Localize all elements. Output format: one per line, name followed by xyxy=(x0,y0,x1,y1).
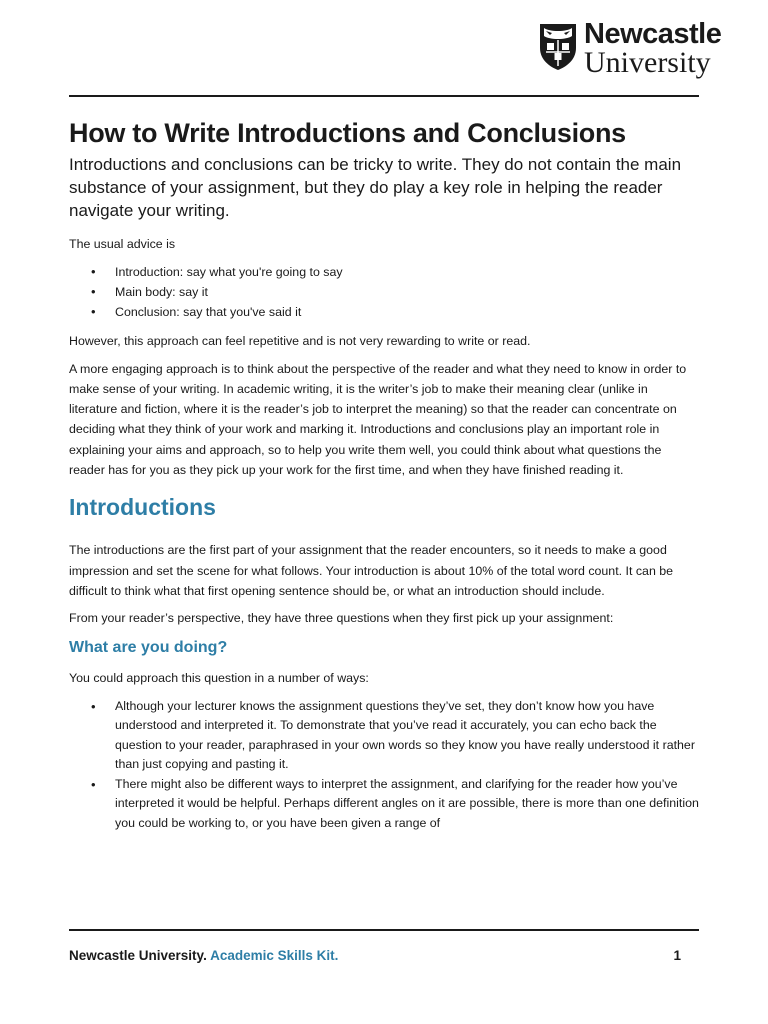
list-item: • Although your lecturer knows the assignment questions they’ve set, they don’t know how you have understood and interpreted it. To demonstrate that you’ve read it accurately, you can echo back the question to your reader, paraphrased in your own words so they know you have really understood it rather than just copying and pasting it. xyxy=(69,697,699,775)
engaging-paragraph: A more engaging approach is to think about the perspective of the reader and what they need to know in order to make sense of your writing. In academic writing, it is the writer’s job to make their meaning clear (unlike in literature and fiction, where it is the reader’s job to interpret the meaning) so that the reader can concentrate on deciding what they think of your work and marking it. Introductions and conclusions play an important role in explaining your aims and approach, so to help you write them well, you could think about what questions the reader has for you as they pick up your work for the first time, and when they have finished reading it. xyxy=(69,361,687,478)
footer-kit-dot: . xyxy=(334,948,339,963)
however-paragraph: However, this approach can feel repetitive and is not very rewarding to write or read. xyxy=(69,334,531,349)
approach-paragraph: You could approach this question in a number of ways: xyxy=(69,670,369,685)
page-number: 1 xyxy=(673,948,681,963)
list-item: • Introduction: say what you're going to say xyxy=(69,262,699,282)
document-body xyxy=(69,116,699,833)
logo-word-university: University xyxy=(584,46,711,79)
usual-advice-text: The usual advice is xyxy=(69,237,176,251)
what-are-you-doing-heading: What are you doing? xyxy=(69,638,228,656)
footer-divider xyxy=(69,929,699,931)
lead-paragraph: Introductions and conclusions can be tricky to write. They do not contain the main substance of your assignment, but they do play a key role in helping the reader navigate your writing. xyxy=(69,155,682,220)
footer-kit-link[interactable]: Academic Skills Kit xyxy=(210,948,335,963)
page-title: How to Write Introductions and Conclusions xyxy=(69,118,626,148)
list-item: • Conclusion: say that you've said it xyxy=(69,302,699,322)
footer-org: Newcastle University. xyxy=(69,948,207,963)
perspective-paragraph: From your reader’s perspective, they have three questions when they first pick up your assignment: xyxy=(69,611,614,626)
introductions-paragraph: The introductions are the first part of your assignment that the reader encounters, so it needs to make a good impression and set the scene for what follows. Your introduction is about 10% of the total word count. It can be difficult to think what that first opening sentence should be, or what an introduction should include. xyxy=(69,543,674,598)
introductions-heading: Introductions xyxy=(69,494,216,521)
approach-list xyxy=(69,697,699,834)
advice-list xyxy=(69,262,699,322)
logo-word-newcastle: Newcastle xyxy=(584,18,722,50)
header-divider xyxy=(69,95,699,97)
crest-icon xyxy=(538,22,578,72)
university-logo xyxy=(538,20,738,78)
list-item: • There might also be different ways to interpret the assignment, and clarifying for the reader how you’ve interpreted it would be helpful. Perhaps different angles on it are possible, there is more than one definition you could be working to, or you have been given a range of xyxy=(69,775,699,834)
page-footer xyxy=(69,948,699,970)
list-item: • Main body: say it xyxy=(69,282,699,302)
